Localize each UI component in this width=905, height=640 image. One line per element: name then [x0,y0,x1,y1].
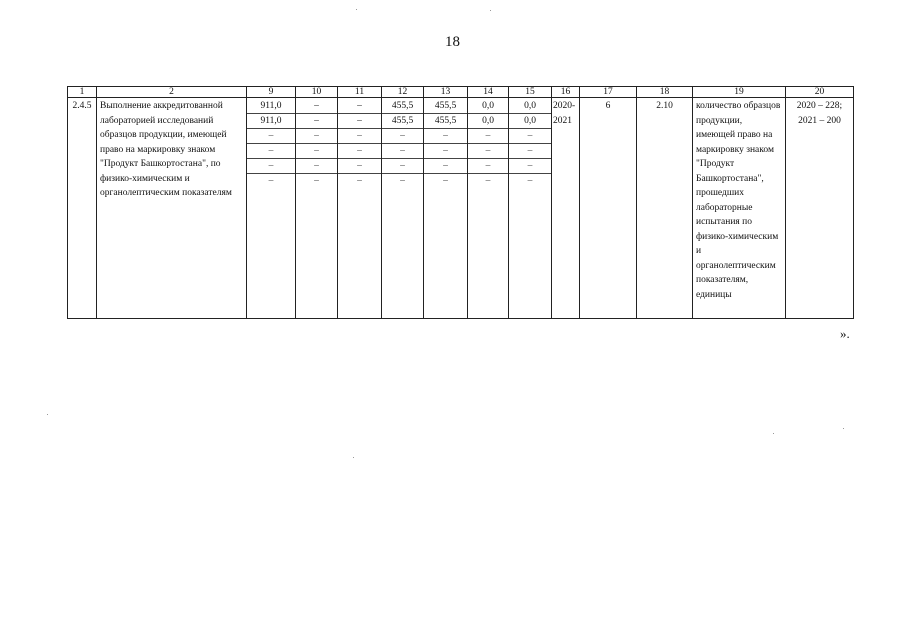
value-cell: 0,0 [468,114,508,129]
target-values [786,98,854,319]
item-code: 2.4.5 [68,98,97,319]
scan-speck [773,433,774,434]
value-cell: – [338,159,381,174]
col18-value: 2.10 [637,98,693,319]
value-cell: – [424,144,467,159]
header-cell: 14 [468,87,509,98]
value-cell: 0,0 [468,99,508,114]
value-cell: 911,0 [247,114,295,129]
header-cell: 15 [509,87,552,98]
value-cell: – [382,144,423,159]
value-cell: – [296,159,337,174]
value-cell: – [468,159,508,174]
scan-speck [356,9,357,10]
value-cell: – [296,144,337,159]
value-cell: 0,0 [509,99,551,114]
indicator-text: количество образцов продукции, имеющей право на маркировку знаком "Продукт Башкортостана", прошедших лабораторные испытания по физико-химическим и органолептическим показателям, единицы [693,98,786,319]
value-cell: – [268,176,274,186]
header-cell: 17 [580,87,637,98]
closing-quote-mark: ». [840,326,850,341]
implementation-years: 2020-2021 [552,98,580,319]
value-cell: – [382,159,423,174]
value-cell: – [400,176,405,186]
header-cell: 20 [786,87,854,98]
col15-values [509,98,552,319]
value-cell: – [485,176,491,186]
value-cell: – [443,176,448,186]
table-row [68,98,854,319]
col9-values [247,98,296,319]
value-cell: – [382,129,423,144]
value-cell: – [314,176,319,186]
value-cell: – [296,129,337,144]
program-table [67,86,854,319]
header-cell: 19 [693,87,786,98]
scan-speck [47,414,48,415]
value-cell: – [357,176,362,186]
header-cell: 1 [68,87,97,98]
header-cell: 2 [97,87,247,98]
value-cell: – [247,159,295,174]
target-line: 2020 – 228; [796,101,843,111]
value-cell: – [509,144,551,159]
value-cell: – [247,129,295,144]
value-cell: – [468,144,508,159]
col11-values [338,98,382,319]
col13-values [424,98,468,319]
value-cell: – [509,129,551,144]
page-number: 18 [445,34,460,50]
value-cell: – [338,129,381,144]
header-cell: 16 [552,87,580,98]
value-cell: – [468,129,508,144]
value-cell: – [247,144,295,159]
col14-values [468,98,509,319]
value-cell: 455,5 [382,99,423,114]
value-cell: – [424,129,467,144]
col17-value: 6 [580,98,637,319]
header-cell: 13 [424,87,468,98]
header-row [68,87,854,98]
item-description: Выполнение аккредитованной лабораторией исследований образцов продукции, имеющей право на маркировку знаком "Продукт Башкортостана", по физико-химическим и органолептическим показателям [97,98,247,319]
value-cell: 455,5 [382,114,423,129]
value-cell: – [296,99,337,114]
value-cell: – [509,159,551,174]
value-cell: – [338,144,381,159]
value-cell: – [296,114,337,129]
value-cell: 0,0 [509,114,551,129]
col10-values [296,98,338,319]
scan-speck [843,428,844,429]
value-cell: 455,5 [424,99,467,114]
header-cell: 18 [637,87,693,98]
value-cell: 911,0 [247,99,295,114]
value-cell: 455,5 [424,114,467,129]
value-cell: – [424,159,467,174]
header-cell: 10 [296,87,338,98]
value-cell: – [338,99,381,114]
value-cell: – [527,176,533,186]
scan-speck [490,10,491,11]
col12-values [382,98,424,319]
header-cell: 11 [338,87,382,98]
target-line: 2021 – 200 [798,115,841,126]
scan-speck [353,457,354,458]
header-cell: 9 [247,87,296,98]
header-cell: 12 [382,87,424,98]
value-cell: – [338,114,381,129]
